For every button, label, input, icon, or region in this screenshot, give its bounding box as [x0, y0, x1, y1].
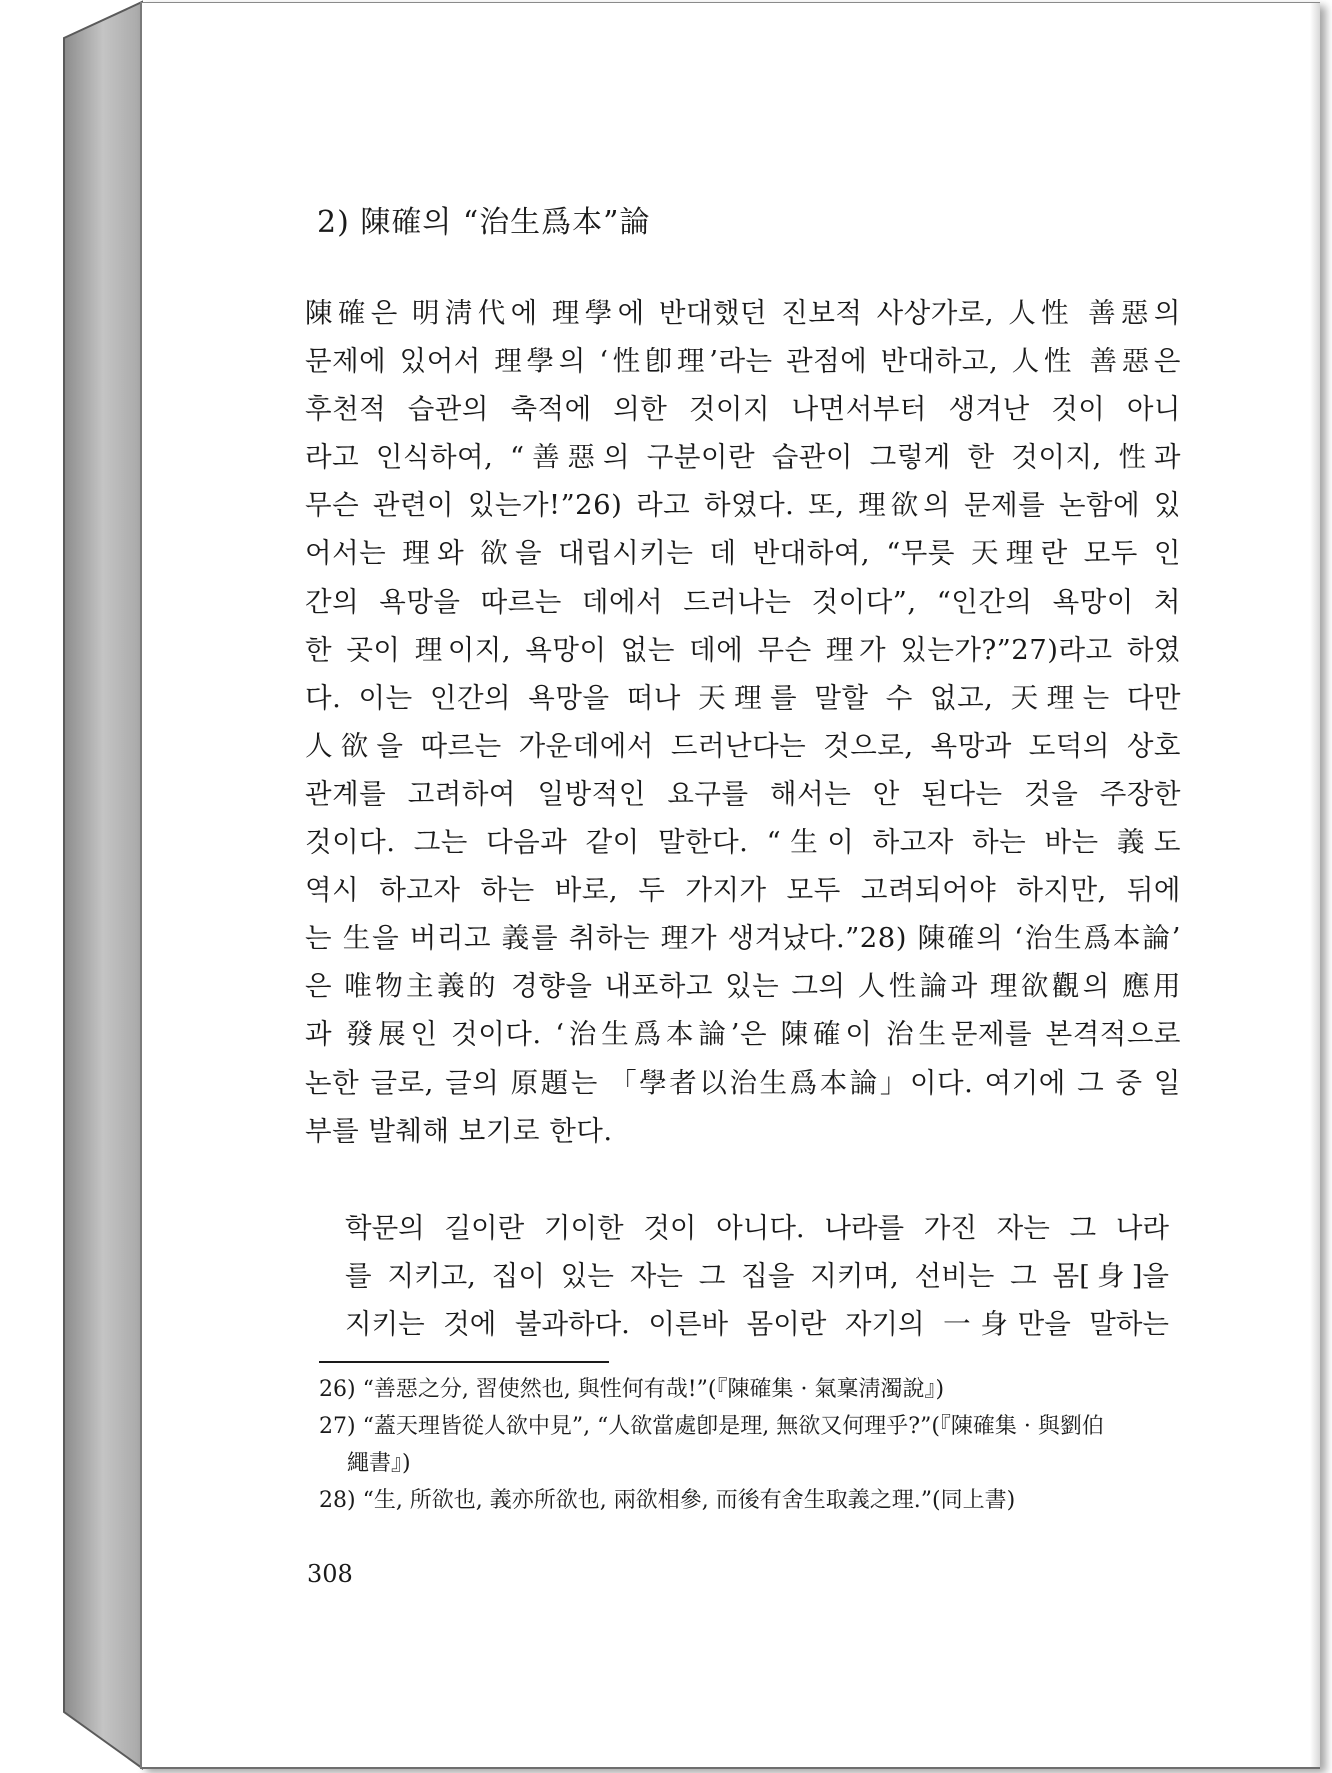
footnote-divider	[319, 1361, 609, 1363]
body-line: 陳確은 明淸代에 理學에 반대했던 진보적 사상가로, 人性 善惡의	[305, 297, 1181, 329]
body-line: 간의 욕망을 따르는 데에서 드러나는 것이다”, “인간의 욕망이 처	[305, 585, 1181, 618]
block-quote	[345, 1204, 1169, 1348]
section-heading: 2) 陳確의 “治生爲本”論	[317, 205, 651, 240]
body-line: 한 곳이 理이지, 욕망이 없는 데에 무슨 理가 있는가?”27)라고 하였	[305, 633, 1181, 666]
book-page	[140, 2, 1320, 1769]
body-line: 부를 발췌해 보기로 한다.	[305, 1114, 613, 1147]
body-line: 후천적 습관의 축적에 의한 것이지 나면서부터 생겨난 것이 아니	[305, 393, 1181, 426]
footnotes	[319, 1371, 1183, 1519]
page-number: 308	[307, 1560, 353, 1588]
body-line: 라고 인식하여, “善惡의 구분이란 습관이 그렇게 한 것이지, 性과	[305, 441, 1181, 474]
quote-line: 를 지키고, 집이 있는 자는 그 집을 지키며, 선비는 그 몸[身]을	[345, 1260, 1169, 1292]
body-line: 人欲을 따르는 가운데에서 드러난다는 것으로, 욕망과 도덕의 상호	[305, 729, 1181, 762]
body-line: 관계를 고려하여 일방적인 요구를 해서는 안 된다는 것을 주장한	[305, 777, 1181, 810]
quote-line: 학문의 길이란 기이한 것이 아니다. 나라를 가진 자는 그 나라	[345, 1212, 1169, 1244]
body-line: 것이다. 그는 다음과 같이 말한다. “生이 하고자 하는 바는 義도	[305, 826, 1181, 859]
quote-line: 지키는 것에 불과하다. 이른바 몸이란 자기의 一身만을 말하는	[345, 1308, 1169, 1340]
body-line: 과 發展인 것이다. ‘治生爲本論’은 陳確이 治生문제를 본격적으로	[305, 1018, 1181, 1051]
body-line: 어서는 理와 欲을 대립시키는 데 반대하여, “무릇 天理란 모두 인	[305, 537, 1181, 570]
body-line: 논한 글로, 글의 原題는 「學者以治生爲本論」이다. 여기에 그 중 일	[305, 1066, 1181, 1099]
body-paragraph	[305, 289, 1181, 1155]
body-line: 은 唯物主義的 경향을 내포하고 있는 그의 人性論과 理欲觀의 應用	[305, 970, 1181, 1003]
footnote-27: 27) “蓋天理皆從人欲中見”, “人欲當處卽是理, 無欲又何理乎?”(『陳確集 · 與劉伯	[319, 1414, 1104, 1439]
body-line: 무슨 관련이 있는가!”26) 라고 하였다. 또, 理欲의 문제를 논함에 있	[305, 489, 1181, 522]
body-line: 문제에 있어서 理學의 ‘性卽理’라는 관점에 반대하고, 人性 善惡은	[305, 345, 1181, 378]
body-line: 다. 이는 인간의 욕망을 떠나 天理를 말할 수 없고, 天理는 다만	[305, 681, 1181, 714]
book-spine	[0, 0, 150, 1773]
body-line: 는 生을 버리고 義를 취하는 理가 생겨났다.”28) 陳確의 ‘治生爲本論’	[305, 922, 1181, 955]
footnote-28: 28) “生, 所欲也, 義亦所欲也, 兩欲相參, 而後有舍生取義之理.”(同上書)	[319, 1488, 1016, 1513]
footnote-27-continued: 繩書』)	[347, 1451, 411, 1476]
footnote-26: 26) “善惡之分, 習使然也, 與性何有哉!”(『陳確集 · 氣稟淸濁說』)	[319, 1377, 945, 1402]
body-line: 역시 하고자 하는 바로, 두 가지가 모두 고려되어야 하지만, 뒤에	[305, 874, 1181, 907]
page-edge-shadow	[1310, 3, 1320, 1767]
